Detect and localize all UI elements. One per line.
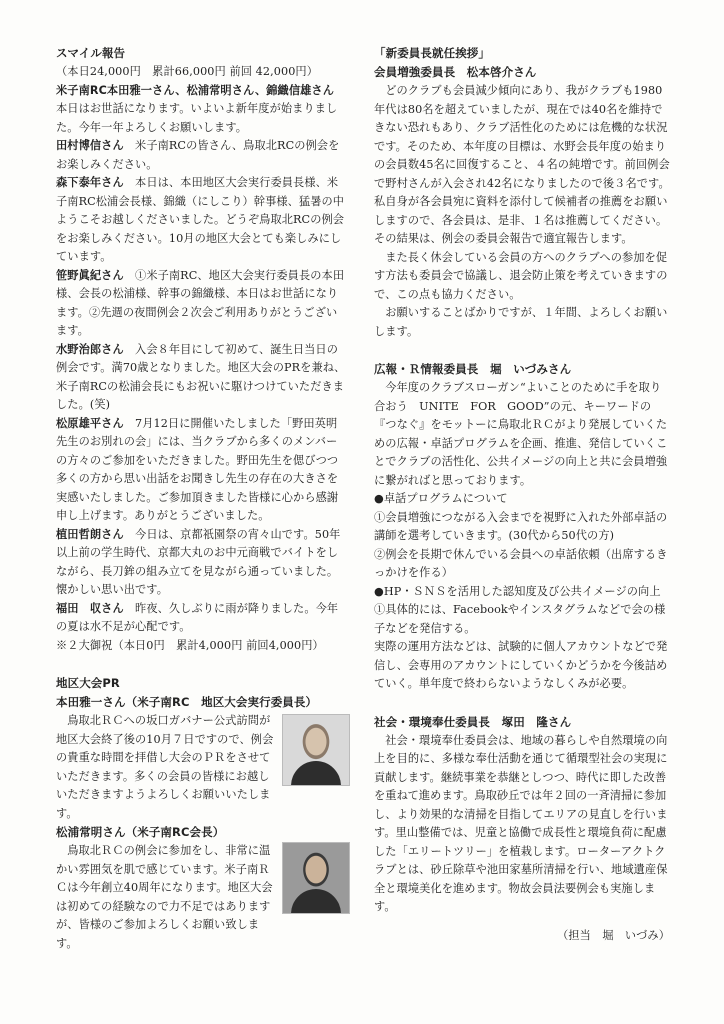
paragraph: 社会・環境奉仕委員会は、地域の暮らしや自然環境の向上を目的に、多様な奉仕活動を通じて循環型社会の実現に貢献します。継続事業を恭継としつつ、時代に即した改善を重ねて進めます。鳥取砂丘では年２回の一斉清掃に参加し、より効果的な清掃を目指してエリアの見直しを行います。里山整備では、児童と協働で成長性と環境負荷に配慮した「エリートツリー」を植栽します。ローターアクトクラブとは、砂丘除草や池田家墓所清掃を行い、地域遺産保全と環境美化を進めます。物故会員法要例会も実施します。 (374, 733, 668, 913)
pr-speaker-matsuura: 松浦常明さん（米子南RC会長） (56, 825, 225, 839)
pr-block-honda (56, 712, 346, 823)
author-credit: （担当 堀 いづみ） (557, 928, 670, 942)
member-name: 森下泰年さん (56, 176, 124, 189)
chair-name-hori: 広報・Ｒ情報委員長 堀 いづみさん (374, 362, 572, 376)
entry-text: 昨夜、久しぶりに雨が降りました。今年の夏は水不足が心配です。 (56, 601, 339, 633)
smile-entry (56, 267, 346, 341)
pr-speaker-honda: 本田雅一さん（米子南RC 地区大会実行委員長） (56, 695, 318, 709)
list-item: ②例会を長期で休んでいる会員への卓話依頼（出席するきっかけを作る） (374, 547, 668, 579)
paragraph: また長く休会している会員の方へのクラブへの参加を促す方法も委員会で協議し、退会防止策を考えていきますので、この点も協力ください。 (374, 250, 668, 301)
paragraph: お願いすることばかりですが、１年間、よろしくお願いします。 (374, 306, 668, 338)
pr-text-matsuura: 鳥取北ＲＣの例会に参加をし、非常に温かい雰囲気を肌で感じています。米子南ＲＣは今年創立40周年になります。地区大会は初めての経験なので力不足ではありますが、皆様のご参加よろしくお願い致します。 (56, 844, 273, 950)
matsuura-photo (282, 842, 350, 914)
smile-entry (56, 137, 346, 174)
smile-entry (56, 415, 346, 526)
list-item: ①会員増強につながる入会までを視野に入れた外部卓話の講師を選考していきます。(30代から50代の方) (374, 510, 668, 542)
paragraph: 今年度のクラブスローガン“よいことのために手を取り合おう UNITE FOR GOOD”の元、キーワードの『つなぐ』をモットーに鳥取北ＲＣがより発展していくための広報・卓話プログラムを企画、推進、発信していくことでクラブの活性化、公共イメージの向上と共に会員増強に繋がればと思っております。 (374, 381, 668, 487)
chair-name-tsukada: 社会・環境奉仕委員長 塚田 隆さん (374, 714, 572, 729)
district-pr-title: 地区大会PR (56, 676, 120, 690)
member-name: 植田哲朗さん (56, 527, 124, 541)
chair-name-matsumoto: 会員増強委員長 松本啓介さん (374, 65, 537, 79)
member-name: 田村博信さん (56, 139, 124, 152)
left-column (56, 44, 346, 953)
member-name: 米子南RC本田雅一さん、松浦常明さん、錦織信雄さん (56, 83, 334, 97)
entry-text: 本日は、本田地区大会実行委員長様、米子南RC松浦会長様、錦織（にしこり）幹事様、猛暑の中ようこそお越しくださいました。どうぞ鳥取北RCの例会をお楽しみください。10月の地区大会とても楽しみにしています。 (56, 176, 345, 263)
smile-entry (56, 526, 346, 600)
member-name: 水野治郎さん (56, 342, 124, 356)
smile-report-title: スマイル報告 (56, 46, 126, 60)
honda-photo (282, 714, 350, 786)
list-item: ●HP・ＳＮＳを活用した認知度及び公共イメージの向上 (374, 584, 661, 598)
smile-entry (56, 341, 346, 415)
double-celebration: ※２大御祝（本日0円 累計4,000円 前回4,000円） (56, 638, 324, 652)
entry-text: 入会８年目にして初めて、誕生日当日の例会です。満70歳となりました。地区大会のPRを兼ね、米子南RCの松浦会長にもお祝いに駆けつけていただきました。(笑) (56, 342, 346, 411)
entry-text: 米子南RCの皆さん、鳥取北RCの例会をお楽しみください。 (56, 139, 340, 171)
smile-entry (56, 600, 346, 637)
member-name: 福田 収さん (56, 601, 124, 615)
smile-summary: （本日24,000円 累計66,000円 前回 42,000円） (56, 65, 318, 78)
list-item: ●卓話プログラムについて (374, 492, 508, 505)
new-chair-title: 「新委員長就任挨拶」 (374, 46, 490, 60)
pr-text-honda: 鳥取北ＲＣへの坂口ガバナー公式訪問が地区大会終了後の10月７日ですので、例会の貴重な時間を拝借し大会のＰＲをさせていただきます。多くの会員の皆様にお越しいただきますようよろしくお願いいたします。 (56, 714, 274, 820)
entry-text: ①米子南RC、地区大会実行委員長の本田様、会長の松浦様、幹事の錦織様、本日はお世話になります。②先週の夜間例会２次会ご利用ありがとうございます。 (56, 268, 345, 337)
list-item: ①具体的には、Facebookやインスタグラムなどで会の様子などを発信する。 (374, 603, 666, 635)
entry-text: 7月12日に開催いたしました「野田英明先生のお別れの会」には、当クラブから多くのメンバーの方々のご参加をいただきました。野田先生を偲びつつ多くの方から思い出話をお聞きし先生の存在の大きさを実感いたしました。ご参加頂きました皆様に心から感謝申し上げます。ありがとうございました。 (56, 416, 339, 522)
member-name: 松原雄平さん (56, 416, 124, 430)
right-column (374, 44, 670, 945)
smile-entry (56, 82, 346, 138)
entry-text: 今日は、京都祇園祭の宵々山です。50年以上前の学生時代、京都大丸のお中元商戦でバイトをしながら、長刀鉾の組み立てを見ながら通っていました。懐かしい思い出です。 (56, 527, 341, 596)
member-name: 笹野眞紀さん (56, 268, 124, 282)
paragraph: どのクラブも会員減少傾向にあり、我がクラブも1980年代は80名を超えていましたが、現在では40名を維持できない恐れもあり、クラブ活性化のためには危機的な状況です。そのため、本年度の目標は、水野会長年度の始まりの会員数45名に回復すること、４名の純増です。前回例会で野村さんが入会され42名になりましたので後３名です。私自身が各会員宛に資料を添付して候補者の推薦をお願いしますので、各会員は、是非、１名は推薦してください。その結果は、例会の委員会報告で適宜報告します。 (374, 84, 670, 245)
smile-entry (56, 174, 346, 267)
list-item: 実際の運用方法などは、試験的に個人アカウントなどで発信し、会専用のアカウントにしていくかどうかを今後詰めていく。単年度で終わらないようなしくみが必要。 (374, 640, 668, 690)
pr-block-matsuura (56, 842, 346, 953)
entry-text: 本日はお世話になります。いよいよ新年度が始まりました。今年一年よろしくお願いします。 (56, 102, 338, 134)
